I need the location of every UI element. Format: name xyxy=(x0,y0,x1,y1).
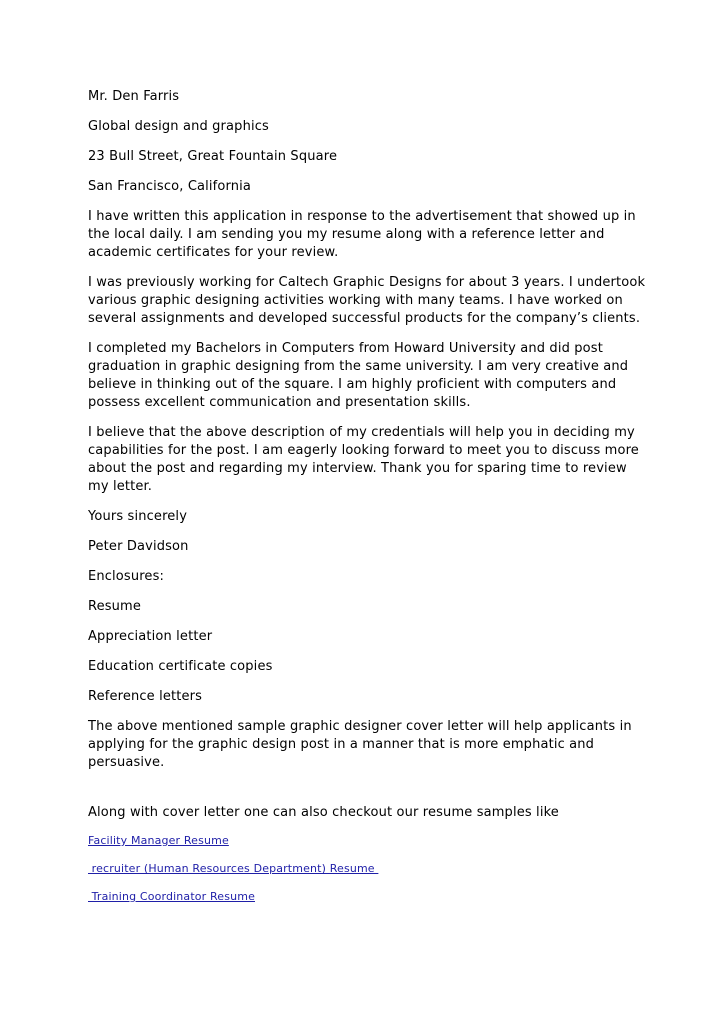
enclosure-item: Appreciation letter xyxy=(88,629,213,644)
enclosure-item: Reference letters xyxy=(88,689,203,704)
recipient-city: San Francisco, California xyxy=(88,179,252,194)
recipient-street: 23 Bull Street, Great Fountain Square xyxy=(88,149,338,164)
note-paragraph: The above mentioned sample graphic designer cover letter will help applicants in applying for the graphic design post in a manner that is more emphatic and persuasive. xyxy=(88,719,632,770)
link-training-coordinator-resume[interactable]: Training Coordinator Resume xyxy=(88,890,255,903)
resume-intro: Along with cover letter one can also checkout our resume samples like xyxy=(88,805,559,820)
body-paragraph: I believe that the above description of my credentials will help you in deciding my capabilities for the post. I am eagerly looking forward to meet you to discuss more about the post and regarding my interview. Thank you for sparing time to review my letter. xyxy=(88,425,639,494)
body-paragraph: I have written this application in response to the advertisement that showed up in the local daily. I am sending you my resume along with a reference letter and academic certificates for your review. xyxy=(88,209,636,260)
resume-links xyxy=(88,834,648,904)
enclosure-item: Resume xyxy=(88,599,142,614)
enclosures-heading: Enclosures: xyxy=(88,569,165,584)
body-paragraph: I was previously working for Caltech Graphic Designs for about 3 years. I undertook various graphic designing activities working with many teams. I have worked on several assignments and developed successful products for the company’s clients. xyxy=(88,275,646,326)
link-facility-manager-resume[interactable]: Facility Manager Resume xyxy=(88,834,229,847)
body-paragraph: I completed my Bachelors in Computers from Howard University and did post graduation in graphic designing from the same university. I am very creative and believe in thinking out of the square. I am highly proficient with computers and possess excellent communication and presentation skills. xyxy=(88,341,629,410)
enclosure-item: Education certificate copies xyxy=(88,659,273,674)
letter-page xyxy=(88,88,648,918)
link-recruiter-resume[interactable]: recruiter (Human Resources Department) Resume xyxy=(88,862,379,875)
signature: Peter Davidson xyxy=(88,539,189,554)
spacer xyxy=(88,784,648,804)
recipient-company: Global design and graphics xyxy=(88,119,269,134)
recipient-name: Mr. Den Farris xyxy=(88,89,180,104)
closing: Yours sincerely xyxy=(88,509,188,524)
